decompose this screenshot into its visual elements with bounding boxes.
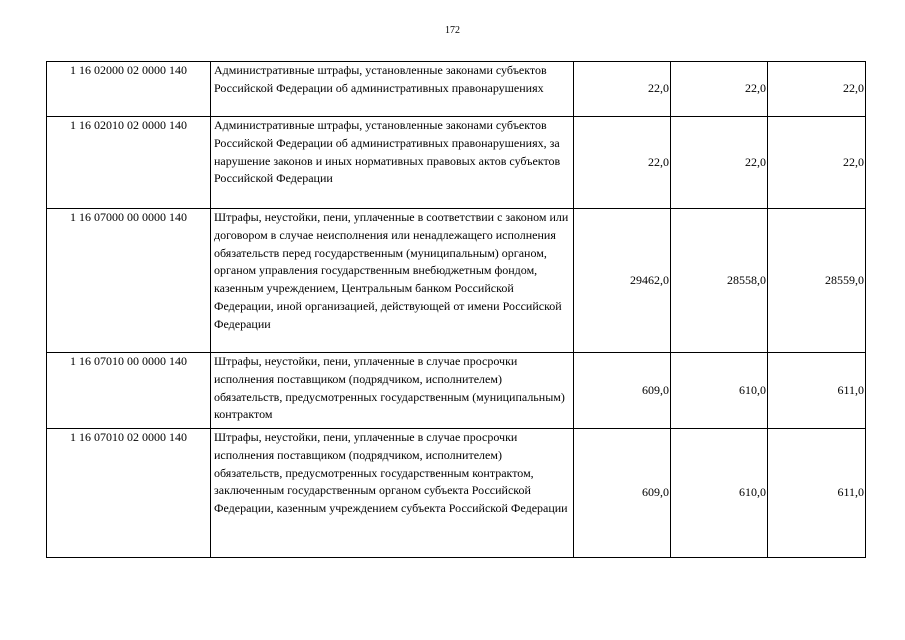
budget-code-cell: 1 16 02010 02 0000 140 [47,117,211,209]
value-cell-year-1: 29462,0 [574,209,671,353]
value-cell-year-3: 22,0 [768,62,866,117]
description-cell: Административные штрафы, установленные законами субъектов Российской Федерации об административных правонарушениях, за нарушение законов и иных нормативных правовых актов субъектов Российской Федерации [211,117,574,209]
page-number: 172 [445,25,460,36]
table-row [47,209,866,353]
value-cell-year-3: 611,0 [768,353,866,429]
description-cell: Штрафы, неустойки, пени, уплаченные в случае просрочки исполнения поставщиком (подрядчиком, исполнителем) обязательств, предусмотренных государственным контрактом, заключенным государственным органом субъекта Российской Федерации, казенным учреждением субъекта Российской Федерации [211,429,574,558]
value-cell-year-1: 609,0 [574,429,671,558]
budget-code-cell: 1 16 02000 02 0000 140 [47,62,211,117]
table-row [47,62,866,117]
value-cell-year-2: 22,0 [671,62,768,117]
value-cell-year-2: 28558,0 [671,209,768,353]
value-cell-year-3: 611,0 [768,429,866,558]
value-cell-year-1: 609,0 [574,353,671,429]
budget-code-cell: 1 16 07010 00 0000 140 [47,353,211,429]
table-row [47,353,866,429]
value-cell-year-3: 22,0 [768,117,866,209]
value-cell-year-1: 22,0 [574,62,671,117]
description-cell: Штрафы, неустойки, пени, уплаченные в случае просрочки исполнения поставщиком (подрядчиком, исполнителем) обязательств, предусмотренных государственным (муниципальным) контрактом [211,353,574,429]
value-cell-year-2: 610,0 [671,429,768,558]
revenue-table [46,61,866,558]
value-cell-year-2: 610,0 [671,353,768,429]
value-cell-year-2: 22,0 [671,117,768,209]
value-cell-year-3: 28559,0 [768,209,866,353]
table-row [47,429,866,558]
value-cell-year-1: 22,0 [574,117,671,209]
description-cell: Административные штрафы, установленные законами субъектов Российской Федерации об административных правонарушениях [211,62,574,117]
description-cell: Штрафы, неустойки, пени, уплаченные в соответствии с законом или договором в случае неисполнения или ненадлежащего исполнения обязательств перед государственным (муниципальным) органом, органом управления государственным внебюджетным фондом, казенным учреждением, Центральным банком Российской Федерации, иной организацией, действующей от имени Российской Федерации [211,209,574,353]
budget-code-cell: 1 16 07010 02 0000 140 [47,429,211,558]
budget-code-cell: 1 16 07000 00 0000 140 [47,209,211,353]
table-row [47,117,866,209]
